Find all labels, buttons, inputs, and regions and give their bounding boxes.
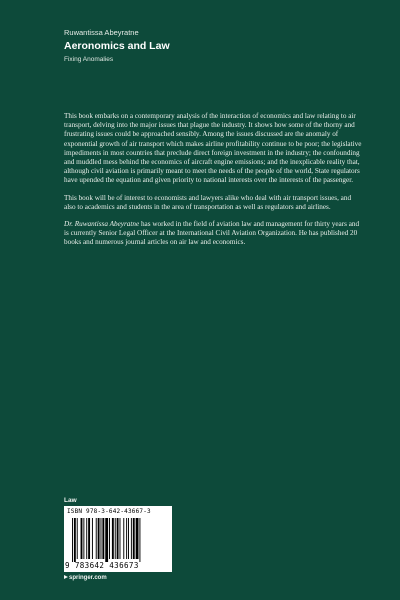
barcode-bar xyxy=(102,518,104,559)
barcode-bar xyxy=(115,518,116,559)
subject-category: Law xyxy=(64,497,77,504)
publisher-link[interactable] xyxy=(64,575,107,581)
barcode-bar xyxy=(101,518,102,559)
arrow-right-icon xyxy=(64,575,68,579)
barcode-bar xyxy=(98,518,100,559)
barcode-bar xyxy=(105,518,108,562)
isbn-barcode xyxy=(64,506,172,572)
barcode-bar xyxy=(128,518,129,559)
description-paragraph: This book embarks on a contemporary analysis of the interaction of economics and law relating to air transport, delving into the major issues that plague the industry. It shows how some of the thorny and frustrating issues could be approached sensibly. Among the issues discussed are the anomaly of exponential growth of air transport which makes airline profitability continue to be poor; the legislative impediments in most countries that preclude direct foreign investment in the industry; the confounding and muddled mess behind the economics of aircraft engine emissions; and the inexplicable reality that, although civil aviation is primarily meant to meet the needs of the people of the world, State regulators have upended the equation and given priority to national interests over the interests of the passenger. xyxy=(64,112,362,185)
barcode-digits: 9 783642 436673 xyxy=(65,561,139,570)
barcode-bar xyxy=(86,518,87,559)
barcode-bars xyxy=(72,518,168,562)
audience-paragraph: This book will be of interest to economists and lawyers alike who deal with air transport issues, and also to academics and students in the area of transportation as well as regulators and airlines. xyxy=(64,193,352,211)
author-bio-text: has worked in the field of aviation law and management for thirty years and is currently Senior Legal Officer at the International Civil Aviation Organization. He has published 20 books and numerous journal articles on air law and economics. xyxy=(64,220,360,247)
barcode-bar xyxy=(96,518,97,559)
barcode-bar xyxy=(81,518,83,559)
book-description xyxy=(64,112,364,256)
barcode-bar xyxy=(117,518,119,559)
barcode-bar xyxy=(74,518,76,562)
barcode-bar xyxy=(112,518,114,559)
publisher-url-text: springer.com xyxy=(69,575,107,581)
barcode-bar xyxy=(92,518,93,559)
author-bio xyxy=(64,220,364,248)
barcode-bar xyxy=(120,518,121,559)
barcode-bar xyxy=(109,518,110,559)
barcode-bar xyxy=(72,518,73,562)
author-bio-name: Dr. Ruwantissa Abeyratne xyxy=(64,220,140,229)
barcode-bar xyxy=(77,518,78,559)
author-name: Ruwantissa Abeyratne xyxy=(64,28,139,37)
barcode-bar xyxy=(139,518,140,562)
book-subtitle: Fixing Anomalies xyxy=(64,56,114,63)
isbn-label: ISBN 978-3-642-43667-3 xyxy=(67,508,151,515)
barcode-bar xyxy=(123,518,124,559)
book-title: Aeronomics and Law xyxy=(64,40,170,52)
barcode-bar xyxy=(131,518,132,559)
barcode-bar xyxy=(83,518,84,559)
barcode-bar xyxy=(88,518,90,559)
barcode-bar xyxy=(133,518,135,559)
barcode-bar xyxy=(126,518,127,559)
barcode-bar xyxy=(136,518,139,559)
